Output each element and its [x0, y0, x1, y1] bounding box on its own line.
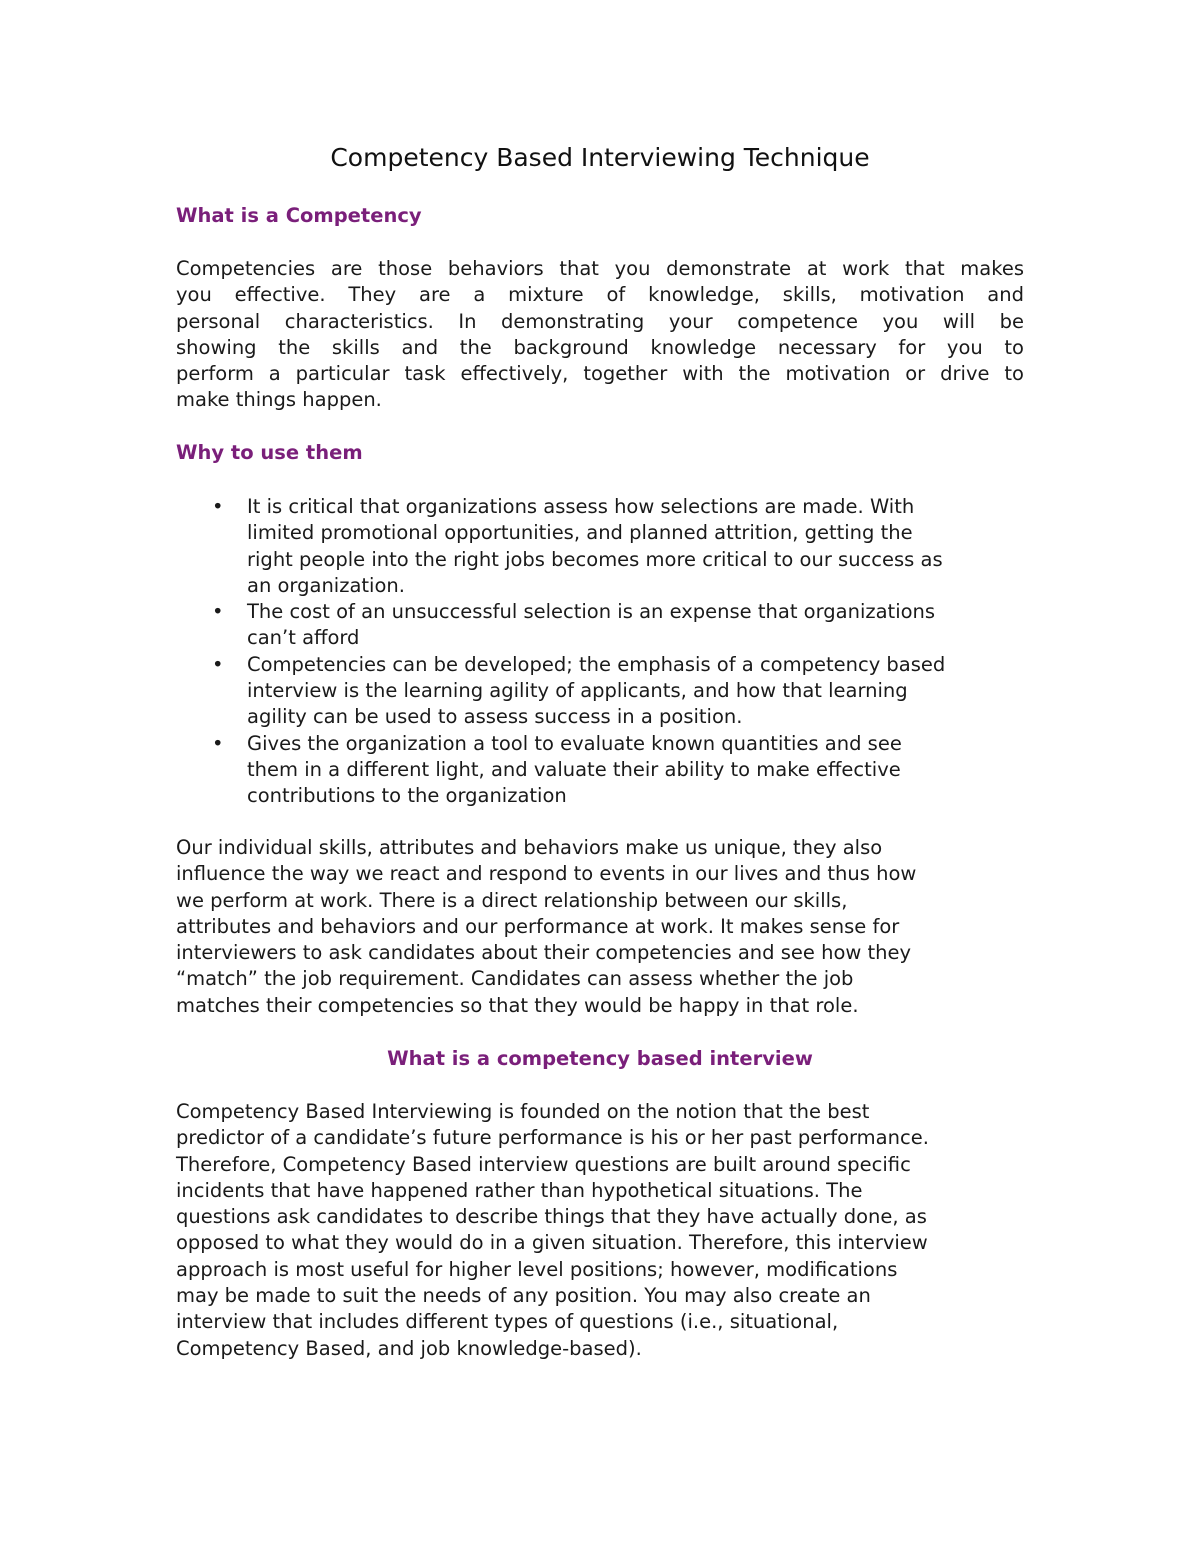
section-heading-what-is-competency: What is a Competency — [176, 204, 422, 227]
paragraph-line: interview that includes different types of questions (i.e., situational, — [176, 1310, 839, 1334]
paragraph-line: Competencies are those behaviors that you demonstrate at work that makes — [176, 257, 1024, 280]
paragraph-line: perform a particular task effectively, together with the motivation or drive to — [176, 362, 1024, 386]
paragraph-line: questions ask candidates to describe things that they have actually done, as — [176, 1205, 927, 1229]
bullet-icon: • — [212, 652, 224, 676]
paragraph-line: may be made to suit the needs of any position. You may also create an — [176, 1284, 871, 1308]
paragraph-line: attributes and behaviors and our performance at work. It makes sense for — [176, 914, 900, 938]
bullet-line: them in a different light, and valuate their ability to make effective — [247, 757, 901, 781]
list-item — [176, 599, 1027, 652]
bullet-line: Competencies can be developed; the emphasis of a competency based — [247, 652, 946, 676]
paragraph-line: we perform at work. There is a direct relationship between our skills, — [176, 888, 848, 912]
bullet-line: Gives the organization a tool to evaluate known quantities and see — [247, 731, 902, 755]
paragraph-line: personal characteristics. In demonstrating your competence you will be — [176, 309, 1024, 333]
section-heading-competency-interview: What is a competency based interview — [387, 1047, 813, 1070]
paragraph-line: “match” the job requirement. Candidates can assess whether the job — [176, 967, 854, 991]
interview-paragraph — [176, 1099, 1024, 1362]
paragraph-line: incidents that have happened rather than hypothetical situations. The — [176, 1178, 863, 1202]
paragraph-line: showing the skills and the background knowledge necessary for you to — [176, 335, 1024, 359]
paragraph-line: you effective. They are a mixture of knowledge, skills, motivation and — [176, 283, 1024, 307]
bullet-icon: • — [212, 600, 224, 624]
list-item — [176, 731, 1027, 810]
paragraph-line: Our individual skills, attributes and behaviors make us unique, they also — [176, 836, 883, 859]
bullet-line: limited promotional opportunities, and planned attrition, getting the — [247, 521, 913, 545]
bullet-line: contributions to the organization — [247, 784, 567, 808]
bullet-line: agility can be used to assess success in a position. — [247, 705, 743, 729]
section-heading-why-use: Why to use them — [176, 441, 363, 464]
bullet-line: The cost of an unsuccessful selection is an expense that organizations — [247, 600, 936, 624]
skills-paragraph — [176, 835, 1024, 1019]
paragraph-line: influence the way we react and respond to events in our lives and thus how — [176, 862, 917, 886]
paragraph-line: matches their competencies so that they would be happy in that role. — [176, 993, 859, 1017]
paragraph-line: approach is most useful for higher level positions; however, modifications — [176, 1257, 898, 1281]
reasons-bullet-list — [176, 494, 1024, 810]
bullet-icon: • — [212, 731, 224, 755]
paragraph-line: opposed to what they would do in a given situation. Therefore, this interview — [176, 1231, 928, 1255]
list-item — [176, 652, 1027, 731]
list-item — [176, 494, 1027, 599]
competency-definition-paragraph — [176, 256, 1024, 414]
paragraph-line: make things happen. — [176, 388, 382, 412]
paragraph-line: Therefore, Competency Based interview questions are built around specific — [176, 1152, 911, 1176]
bullet-line: It is critical that organizations assess how selections are made. With — [247, 495, 915, 518]
paragraph-line: Competency Based Interviewing is founded on the notion that the best — [176, 1100, 870, 1123]
paragraph-line: predictor of a candidate’s future performance is his or her past performance. — [176, 1126, 929, 1150]
bullet-line: right people into the right jobs becomes more critical to our success as — [247, 547, 943, 571]
paragraph-line: interviewers to ask candidates about their competencies and see how they — [176, 941, 912, 965]
page-title: Competency Based Interviewing Technique — [330, 143, 870, 172]
bullet-icon: • — [212, 495, 224, 518]
bullet-line: interview is the learning agility of applicants, and how that learning — [247, 679, 908, 703]
bullet-line: can’t afford — [247, 626, 360, 650]
bullet-line: an organization. — [247, 573, 405, 597]
paragraph-line: Competency Based, and job knowledge-based). — [176, 1336, 642, 1360]
